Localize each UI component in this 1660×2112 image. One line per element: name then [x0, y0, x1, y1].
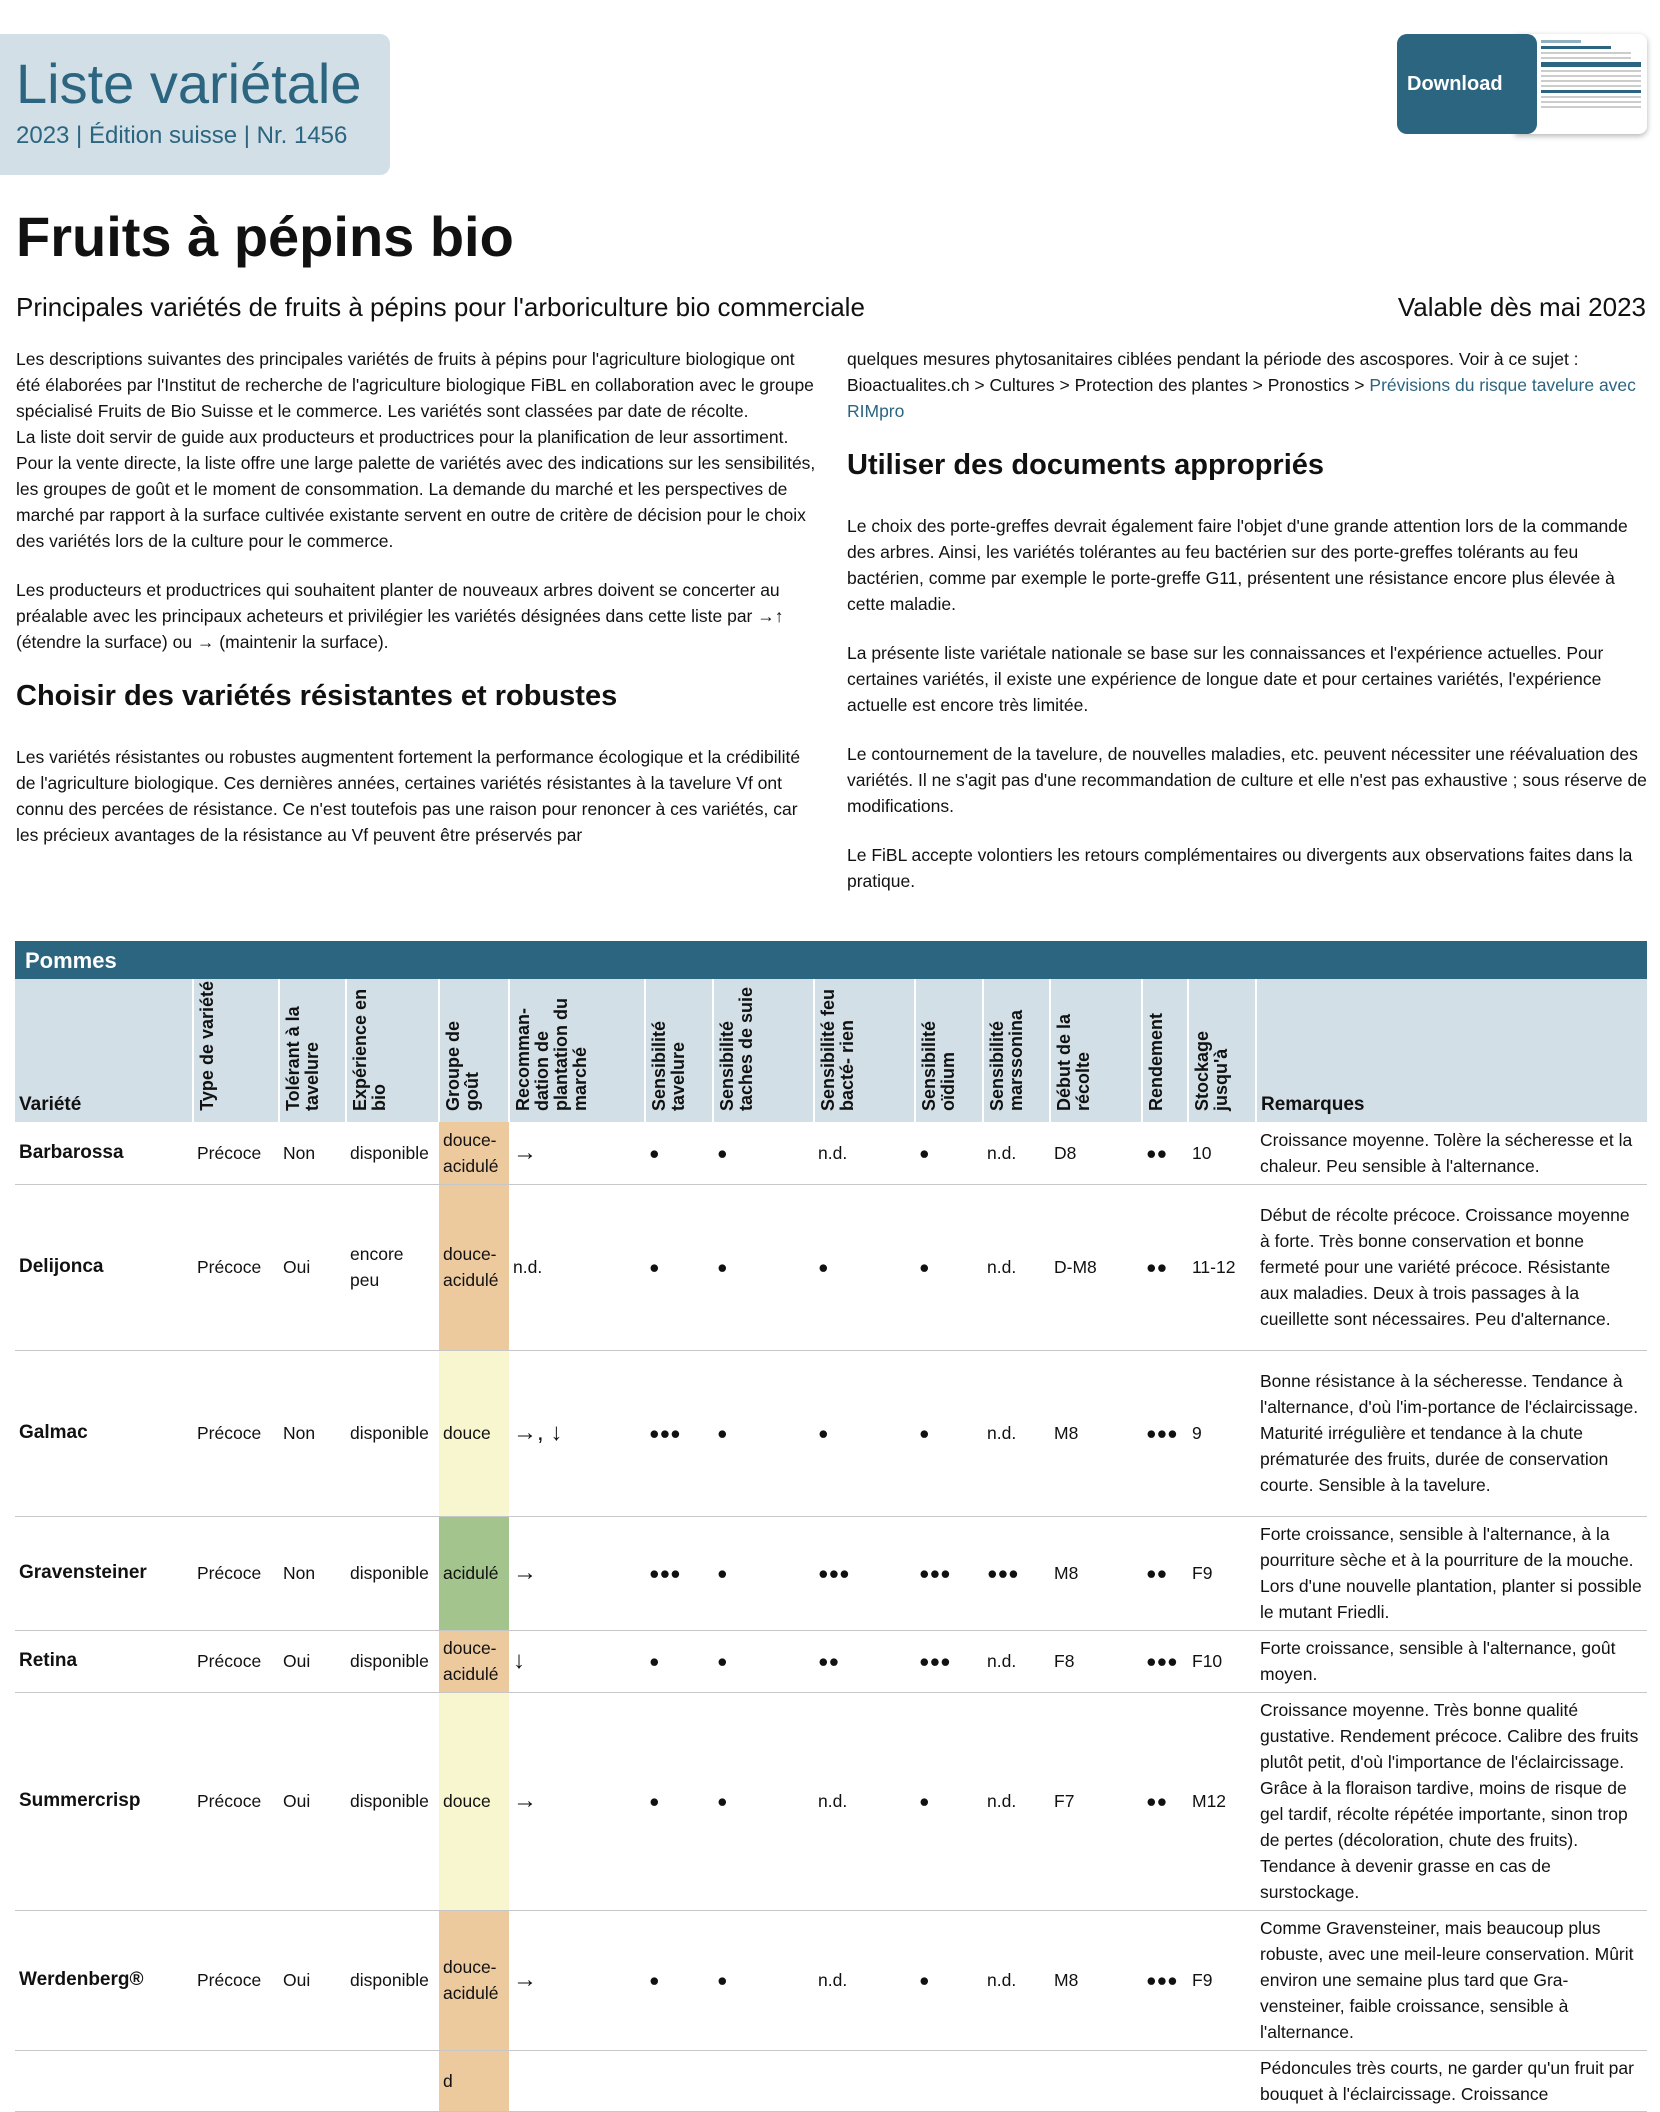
- cell-tolerant: Oui: [279, 1692, 346, 1910]
- cell-type: Précoce: [193, 1184, 279, 1350]
- cell-tavelure: ●: [645, 1692, 713, 1910]
- cell-type: Précoce: [193, 1122, 279, 1184]
- cell-oidium: ●: [915, 1692, 983, 1910]
- cell-feu: ●: [814, 1184, 915, 1350]
- variety-table: [15, 941, 1647, 2112]
- cell-experience: disponible: [346, 1350, 439, 1516]
- cell-recolte: [1050, 2050, 1142, 2111]
- intro-right-column: [847, 346, 1647, 917]
- cell-experience: disponible: [346, 1516, 439, 1630]
- cell-stockage: 9: [1188, 1350, 1256, 1516]
- cell-tavelure: ●●●: [645, 1350, 713, 1516]
- cell-remarques: Croissance moyenne. Très bonne qualité gustative. Rendement précoce. Calibre des fruits plutôt petit, d'où l'importance de l'éclaircissage. Grâce à la floraison tardive, moins de risque de gel tardif, récolte répétée importante, sinon trop de pertes (décoloration, chute des fruits). Tendance à devenir grasse en cas de surstockage.: [1256, 1692, 1647, 1910]
- documents-paragraph: Le FiBL accepte volontiers les retours complémentaires ou divergents aux observations faites dans la pratique.: [847, 845, 1633, 891]
- cell-remarques: Forte croissance, sensible à l'alternance, goût moyen.: [1256, 1630, 1647, 1692]
- cell-type: [193, 2050, 279, 2111]
- cell-recolte: D8: [1050, 1122, 1142, 1184]
- table-row: [15, 2050, 1647, 2111]
- cell-tolerant: Non: [279, 1122, 346, 1184]
- cell-feu: [814, 2050, 915, 2111]
- table-row: [15, 1350, 1647, 1516]
- cell-taches: ●: [713, 1910, 814, 2050]
- cell-remarques: Forte croissance, sensible à l'alternance, à la pourriture sèche et à la pourriture de la mouche. Lors d'une nouvelle plantation, planter si possible le mutant Friedli.: [1256, 1516, 1647, 1630]
- cell-tolerant: Oui: [279, 1630, 346, 1692]
- documents-paragraph: Le contournement de la tavelure, de nouvelles maladies, etc. peuvent nécessiter une réévaluation des variétés. Il ne s'agit pas d'une recommandation de culture et elle n'est pas exhaustive ; sous réserve de modifications.: [847, 744, 1647, 816]
- cell-tolerant: Non: [279, 1516, 346, 1630]
- cell-oidium: ●: [915, 1184, 983, 1350]
- table-row: [15, 1910, 1647, 2050]
- cell-oidium: ●: [915, 1122, 983, 1184]
- documents-paragraph: Le choix des porte-greffes devrait également faire l'objet d'une grande attention lors de la commande des arbres. Ainsi, les variétés tolérantes au feu bactérien sur des porte-greffes tolérants au feu bactérien, comme par exemple le porte-greffe G11, présentent une résistance encore plus élevée à cette maladie.: [847, 516, 1628, 614]
- cell-remarques: Pédoncules très courts, ne garder qu'un fruit par bouquet à l'éclaircissage. Croissance: [1256, 2050, 1647, 2111]
- cell-recolte: F7: [1050, 1692, 1142, 1910]
- cell-tolerant: Oui: [279, 1184, 346, 1350]
- cell-stockage: F10: [1188, 1630, 1256, 1692]
- cell-taches: ●: [713, 1630, 814, 1692]
- cell-tolerant: Non: [279, 1350, 346, 1516]
- cell-taches: ●: [713, 1184, 814, 1350]
- cell-stockage: 11-12: [1188, 1184, 1256, 1350]
- cell-remarques: Bonne résistance à la sécheresse. Tendance à l'alternance, d'où l'im-portance de l'éclaircissage. Maturité irrégulière et tendance à la chute prématurée des fruits, durée de conservation courte. Sensible à la tavelure.: [1256, 1350, 1647, 1516]
- col-header-variete[interactable]: Variété: [15, 979, 193, 1122]
- download-widget[interactable]: [1397, 34, 1647, 134]
- cell-remarques: Comme Gravensteiner, mais beaucoup plus robuste, avec une meil-leure conservation. Mûrit environ une semaine plus tard que Gra-vensteiner, faible croissance, sensible à l'alternance.: [1256, 1910, 1647, 2050]
- cell-variete: Galmac: [15, 1350, 193, 1516]
- cell-recommandation: [509, 2050, 645, 2111]
- cell-feu: n.d.: [814, 1122, 915, 1184]
- cell-rendement: [1142, 2050, 1188, 2111]
- col-header-tavelure[interactable]: Sensibilité tavelure: [645, 979, 713, 1122]
- page-subtitle: Principales variétés de fruits à pépins pour l'arboriculture bio commerciale: [16, 292, 865, 322]
- cell-stockage: 10: [1188, 1122, 1256, 1184]
- cell-recolte: F8: [1050, 1630, 1142, 1692]
- cell-oidium: ●: [915, 1910, 983, 2050]
- cell-taches: ●: [713, 1122, 814, 1184]
- col-header-feu[interactable]: Sensibilité feu bacté- rien: [814, 979, 915, 1122]
- intro-paragraph: Les producteurs et productrices qui souhaitent planter de nouveaux arbres doivent se concerter au préalable avec les principaux acheteurs et privilégier les variétés désignées dans cette liste par →↑ (étendre la surface) ou → (maintenir la surface).: [16, 580, 784, 652]
- cell-rendement: ●●●: [1142, 1910, 1188, 2050]
- series-box: [0, 34, 390, 175]
- cell-recommandation: →: [509, 1516, 645, 1630]
- section-heading-documents: Utiliser des documents appropriés: [847, 449, 1325, 481]
- col-header-taches[interactable]: Sensibilité taches de suie: [713, 979, 814, 1122]
- cell-feu: n.d.: [814, 1910, 915, 2050]
- cell-recommandation: →, ↓: [509, 1350, 645, 1516]
- cell-oidium: ●●●: [915, 1630, 983, 1692]
- col-header-gout[interactable]: Groupe de goût: [439, 979, 509, 1122]
- series-title: Liste variétale: [16, 52, 362, 115]
- rimpro-link[interactable]: Prévisions du risque tavelure avec RIMpro: [847, 375, 1636, 421]
- table-header-row: [15, 979, 1647, 1122]
- cell-recolte: M8: [1050, 1350, 1142, 1516]
- cell-recommandation: →: [509, 1122, 645, 1184]
- cell-recommandation: ↓: [509, 1630, 645, 1692]
- cell-marssonina: n.d.: [983, 1630, 1050, 1692]
- cell-type: Précoce: [193, 1910, 279, 2050]
- col-header-type[interactable]: Type de variété: [193, 979, 279, 1122]
- table-row: [15, 1122, 1647, 1184]
- cell-feu: ●●●: [814, 1516, 915, 1630]
- col-header-recommandation[interactable]: Recomman- dation de plantation du marché: [509, 979, 645, 1122]
- cell-variete: Delijonca: [15, 1184, 193, 1350]
- col-header-marssonina[interactable]: Sensibilité marssonina: [983, 979, 1050, 1122]
- cell-tavelure: ●: [645, 1184, 713, 1350]
- col-header-tolerant[interactable]: Tolérant à la tavelure: [279, 979, 346, 1122]
- resistance-continued: quelques mesures phytosanitaires ciblées pendant la période des ascospores. Voir à ce sujet : Bioactualites.ch > Cultures > Protection des plantes > Pronostics > Prévisions du risque tavelure avec RIMpro: [847, 349, 1636, 421]
- cell-experience: disponible: [346, 1692, 439, 1910]
- cell-variete: Werdenberg®: [15, 1910, 193, 2050]
- cell-oidium: ●: [915, 1350, 983, 1516]
- cell-recolte: M8: [1050, 1910, 1142, 2050]
- cell-remarques: Croissance moyenne. Tolère la sécheresse et la chaleur. Peu sensible à l'alternance.: [1256, 1122, 1647, 1184]
- cell-gout: douce-acidulé: [439, 1910, 509, 2050]
- cell-gout: d: [439, 2050, 509, 2111]
- cell-experience: disponible: [346, 1630, 439, 1692]
- documents-paragraph: La présente liste variétale nationale se base sur les connaissances et l'expérience actuelles. Pour certaines variétés, il existe une expérience de longue date et pour certaines variétés, l'expérience actuelle est encore très limitée.: [847, 643, 1604, 715]
- cell-stockage: M12: [1188, 1692, 1256, 1910]
- cell-feu: ●●: [814, 1630, 915, 1692]
- cell-tolerant: Oui: [279, 1910, 346, 2050]
- cell-marssonina: n.d.: [983, 1692, 1050, 1910]
- cell-type: Précoce: [193, 1350, 279, 1516]
- cell-recommandation: n.d.: [509, 1184, 645, 1350]
- col-header-oidium[interactable]: Sensibilité oïdium: [915, 979, 983, 1122]
- download-button[interactable]: Download: [1397, 34, 1537, 134]
- cell-recolte: D-M8: [1050, 1184, 1142, 1350]
- table-row: [15, 1630, 1647, 1692]
- cell-marssonina: n.d.: [983, 1184, 1050, 1350]
- cell-gout: douce: [439, 1350, 509, 1516]
- cell-marssonina: n.d.: [983, 1350, 1050, 1516]
- cell-tavelure: ●●●: [645, 1516, 713, 1630]
- cell-gout: douce-acidulé: [439, 1122, 509, 1184]
- cell-variete: [15, 2050, 193, 2111]
- cell-recommandation: →: [509, 1692, 645, 1910]
- cell-stockage: F9: [1188, 1516, 1256, 1630]
- series-subtitle: 2023 | Édition suisse | Nr. 1456: [16, 122, 348, 149]
- cell-gout: acidulé: [439, 1516, 509, 1630]
- cell-experience: [346, 2050, 439, 2111]
- cell-oidium: [915, 2050, 983, 2111]
- cell-marssonina: n.d.: [983, 1910, 1050, 2050]
- cell-variete: Gravensteiner: [15, 1516, 193, 1630]
- intro-left-column: [16, 346, 816, 871]
- cell-variete: Retina: [15, 1630, 193, 1692]
- cell-oidium: ●●●: [915, 1516, 983, 1630]
- cell-taches: [713, 2050, 814, 2111]
- cell-rendement: ●●: [1142, 1184, 1188, 1350]
- col-header-experience[interactable]: Expérience en bio: [346, 979, 439, 1122]
- cell-recommandation: →: [509, 1910, 645, 2050]
- table-row: [15, 1692, 1647, 1910]
- cell-type: Précoce: [193, 1516, 279, 1630]
- cell-gout: douce-acidulé: [439, 1630, 509, 1692]
- validity-date: Valable dès mai 2023: [1397, 292, 1646, 322]
- cell-remarques: Début de récolte précoce. Croissance moyenne à forte. Très bonne conservation et bonne fermeté pour une variété précoce. Résistante aux maladies. Deux à trois passages à la cueillette sont nécessaires. Peu d'alternance.: [1256, 1184, 1647, 1350]
- cell-rendement: ●●●: [1142, 1350, 1188, 1516]
- cell-stockage: F9: [1188, 1910, 1256, 2050]
- cell-rendement: ●●: [1142, 1122, 1188, 1184]
- table-row: [15, 1184, 1647, 1350]
- table-row: [15, 1516, 1647, 1630]
- cell-type: Précoce: [193, 1692, 279, 1910]
- cell-variete: Summercrisp: [15, 1692, 193, 1910]
- cell-tolerant: [279, 2050, 346, 2111]
- cell-rendement: ●●: [1142, 1516, 1188, 1630]
- cell-variete: Barbarossa: [15, 1122, 193, 1184]
- cell-marssonina: ●●●: [983, 1516, 1050, 1630]
- cell-gout: douce-acidulé: [439, 1184, 509, 1350]
- cell-experience: disponible: [346, 1910, 439, 2050]
- cell-recolte: M8: [1050, 1516, 1142, 1630]
- cell-tavelure: [645, 2050, 713, 2111]
- cell-tavelure: ●: [645, 1910, 713, 2050]
- cell-taches: ●: [713, 1350, 814, 1516]
- cell-tavelure: ●: [645, 1122, 713, 1184]
- col-header-remarques[interactable]: Remarques: [1256, 979, 1647, 1122]
- cell-experience: disponible: [346, 1122, 439, 1184]
- cell-taches: ●: [713, 1692, 814, 1910]
- cell-stockage: [1188, 2050, 1256, 2111]
- cell-tavelure: ●: [645, 1630, 713, 1692]
- cell-rendement: ●●: [1142, 1692, 1188, 1910]
- section-heading-resistance: Choisir des variétés résistantes et robustes: [16, 680, 618, 712]
- page-title: Fruits à pépins bio: [16, 205, 514, 268]
- cell-marssonina: [983, 2050, 1050, 2111]
- cell-marssonina: n.d.: [983, 1122, 1050, 1184]
- cell-feu: ●: [814, 1350, 915, 1516]
- cell-rendement: ●●●: [1142, 1630, 1188, 1692]
- intro-paragraph: Les descriptions suivantes des principales variétés de fruits à pépins pour l'agriculture biologique ont été élaborées par l'Institut de recherche de l'agriculture biologique FiBL en collaboration avec le groupe spécialisé Fruits de Bio Suisse et le commerce. Les variétés sont classées par date de récolte. La liste doit servir de guide aux producteurs et productrices pour la planification de leur assortiment. Pour la vente directe, la liste offre une large palette de variétés avec des indications sur les sensibilités, les groupes de goût et le moment de consommation. La demande du marché et les perspectives de marché par rapport à la surface cultivée existante servent en outre de critère de décision pour le choix des variétés lors de la culture pour le commerce.: [16, 349, 816, 551]
- cell-experience: encore peu: [346, 1184, 439, 1350]
- col-header-stockage[interactable]: Stockage jusqu'à: [1188, 979, 1256, 1122]
- resistance-paragraph: Les variétés résistantes ou robustes augmentent fortement la performance écologique et la crédibilité de l'agriculture biologique. Ces dernières années, certaines variétés résistantes à la tavelure Vf ont connu des percées de résistance. Ce n'est toutefois pas une raison pour renoncer à ces variétés, car les précieux avantages de la résistance au Vf peuvent être préservés par: [16, 747, 801, 845]
- cell-type: Précoce: [193, 1630, 279, 1692]
- apple-table: [15, 979, 1647, 2112]
- cell-taches: ●: [713, 1516, 814, 1630]
- col-header-rendement[interactable]: Rendement: [1142, 979, 1188, 1122]
- cell-feu: n.d.: [814, 1692, 915, 1910]
- table-section-title: Pommes: [15, 941, 1647, 979]
- col-header-recolte[interactable]: Début de la récolte: [1050, 979, 1142, 1122]
- cell-gout: douce: [439, 1692, 509, 1910]
